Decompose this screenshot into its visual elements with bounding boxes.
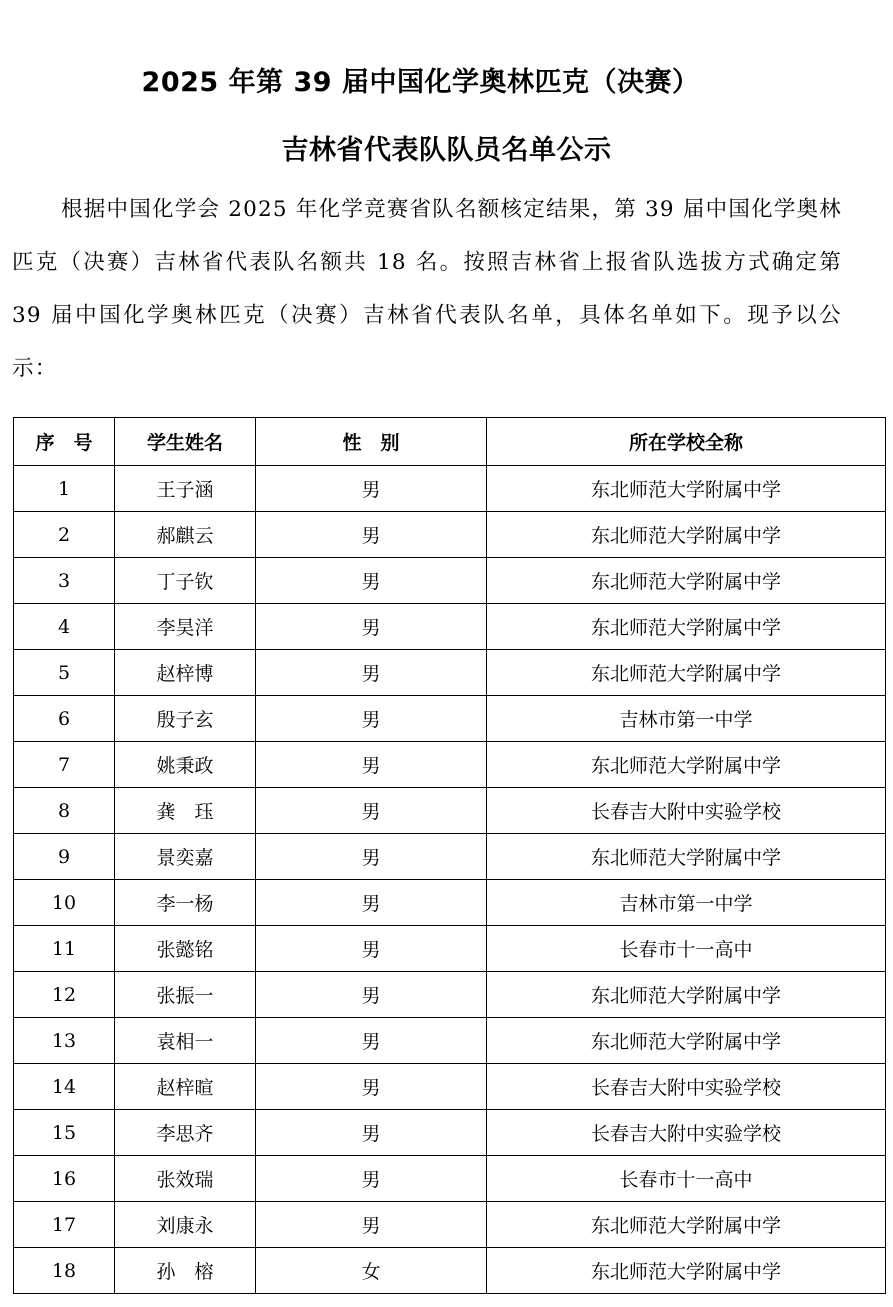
- cell-gender: 男: [256, 1156, 487, 1202]
- cell-gender: 男: [256, 834, 487, 880]
- cell-index: 10: [14, 880, 115, 926]
- cell-gender: 女: [256, 1248, 487, 1294]
- table-row: [14, 558, 886, 604]
- cell-gender: 男: [256, 926, 487, 972]
- cell-index: 6: [14, 696, 115, 742]
- cell-index: 3: [14, 558, 115, 604]
- intro-paragraph-text: 根据中国化学会 2025 年化学竞赛省队名额核定结果，第 39 届中国化学奥林匹克（决赛）吉林省代表队名额共 18 名。按照吉林省上报省队选拔方式确定第 39 届中国化学奥林匹克（决赛）吉林省代表队名单，具体名单如下。现予以公示：: [12, 197, 842, 381]
- cell-school: 长春吉大附中实验学校: [487, 1064, 886, 1110]
- header-name: 学生姓名: [115, 418, 256, 466]
- cell-index: 13: [14, 1018, 115, 1064]
- header-index: 序 号: [14, 418, 115, 466]
- cell-student-name: 姚秉政: [115, 742, 256, 788]
- cell-student-name: 王子涵: [115, 466, 256, 512]
- cell-index: 5: [14, 650, 115, 696]
- cell-gender: 男: [256, 1018, 487, 1064]
- cell-student-name: 孙 榕: [115, 1248, 256, 1294]
- table-row: [14, 1018, 886, 1064]
- header-gender: 性 别: [256, 418, 487, 466]
- cell-index: 15: [14, 1110, 115, 1156]
- cell-school: 吉林市第一中学: [487, 880, 886, 926]
- cell-student-name: 景奕嘉: [115, 834, 256, 880]
- cell-student-name: 赵梓暄: [115, 1064, 256, 1110]
- cell-school: 东北师范大学附属中学: [487, 604, 886, 650]
- header-school: 所在学校全称: [487, 418, 886, 466]
- table-row: [14, 466, 886, 512]
- document-title-line1: 2025 年第 39 届中国化学奥林匹克（决赛）: [141, 67, 700, 98]
- cell-gender: 男: [256, 650, 487, 696]
- cell-school: 东北师范大学附属中学: [487, 972, 886, 1018]
- cell-school: 东北师范大学附属中学: [487, 742, 886, 788]
- table-row: [14, 1156, 886, 1202]
- cell-school: 长春市十一高中: [487, 1156, 886, 1202]
- table-row: [14, 1064, 886, 1110]
- table-row: [14, 926, 886, 972]
- cell-school: 东北师范大学附属中学: [487, 466, 886, 512]
- cell-student-name: 赵梓博: [115, 650, 256, 696]
- cell-school: 长春吉大附中实验学校: [487, 1110, 886, 1156]
- cell-student-name: 刘康永: [115, 1202, 256, 1248]
- cell-student-name: 李思齐: [115, 1110, 256, 1156]
- cell-gender: 男: [256, 880, 487, 926]
- table-row: [14, 834, 886, 880]
- cell-student-name: 郝麒云: [115, 512, 256, 558]
- cell-student-name: 张懿铭: [115, 926, 256, 972]
- cell-index: 7: [14, 742, 115, 788]
- table-row: [14, 512, 886, 558]
- table-row: [14, 604, 886, 650]
- cell-index: 12: [14, 972, 115, 1018]
- cell-index: 9: [14, 834, 115, 880]
- cell-gender: 男: [256, 512, 487, 558]
- roster-table: [13, 417, 886, 1294]
- cell-student-name: 李昊洋: [115, 604, 256, 650]
- cell-student-name: 丁子钦: [115, 558, 256, 604]
- cell-student-name: 张振一: [115, 972, 256, 1018]
- cell-index: 16: [14, 1156, 115, 1202]
- cell-gender: 男: [256, 972, 487, 1018]
- cell-school: 东北师范大学附属中学: [487, 1202, 886, 1248]
- cell-index: 4: [14, 604, 115, 650]
- cell-index: 1: [14, 466, 115, 512]
- cell-index: 8: [14, 788, 115, 834]
- table-row: [14, 880, 886, 926]
- cell-student-name: 张效瑞: [115, 1156, 256, 1202]
- cell-school: 东北师范大学附属中学: [487, 1018, 886, 1064]
- cell-gender: 男: [256, 1202, 487, 1248]
- table-row: [14, 742, 886, 788]
- cell-student-name: 袁相一: [115, 1018, 256, 1064]
- cell-student-name: 龚 珏: [115, 788, 256, 834]
- cell-gender: 男: [256, 788, 487, 834]
- cell-school: 长春市十一高中: [487, 926, 886, 972]
- cell-school: 东北师范大学附属中学: [487, 834, 886, 880]
- table-row: [14, 696, 886, 742]
- cell-student-name: 殷子玄: [115, 696, 256, 742]
- cell-gender: 男: [256, 466, 487, 512]
- cell-gender: 男: [256, 604, 487, 650]
- table-row: [14, 1110, 886, 1156]
- table-row: [14, 1202, 886, 1248]
- cell-index: 17: [14, 1202, 115, 1248]
- cell-index: 14: [14, 1064, 115, 1110]
- cell-index: 11: [14, 926, 115, 972]
- cell-school: 东北师范大学附属中学: [487, 558, 886, 604]
- cell-gender: 男: [256, 1064, 487, 1110]
- cell-school: 东北师范大学附属中学: [487, 650, 886, 696]
- cell-gender: 男: [256, 742, 487, 788]
- document-title-line2: 吉林省代表队队员名单公示: [281, 135, 612, 166]
- table-header-row: [14, 418, 886, 466]
- cell-index: 2: [14, 512, 115, 558]
- cell-school: 东北师范大学附属中学: [487, 1248, 886, 1294]
- cell-gender: 男: [256, 558, 487, 604]
- cell-school: 吉林市第一中学: [487, 696, 886, 742]
- table-row: [14, 972, 886, 1018]
- table-row: [14, 788, 886, 834]
- cell-gender: 男: [256, 696, 487, 742]
- cell-gender: 男: [256, 1110, 487, 1156]
- intro-paragraph: [12, 183, 842, 395]
- cell-index: 18: [14, 1248, 115, 1294]
- table-row: [14, 1248, 886, 1294]
- cell-school: 东北师范大学附属中学: [487, 512, 886, 558]
- table-row: [14, 650, 886, 696]
- cell-school: 长春吉大附中实验学校: [487, 788, 886, 834]
- roster-table-body: [14, 466, 886, 1294]
- cell-student-name: 李一杨: [115, 880, 256, 926]
